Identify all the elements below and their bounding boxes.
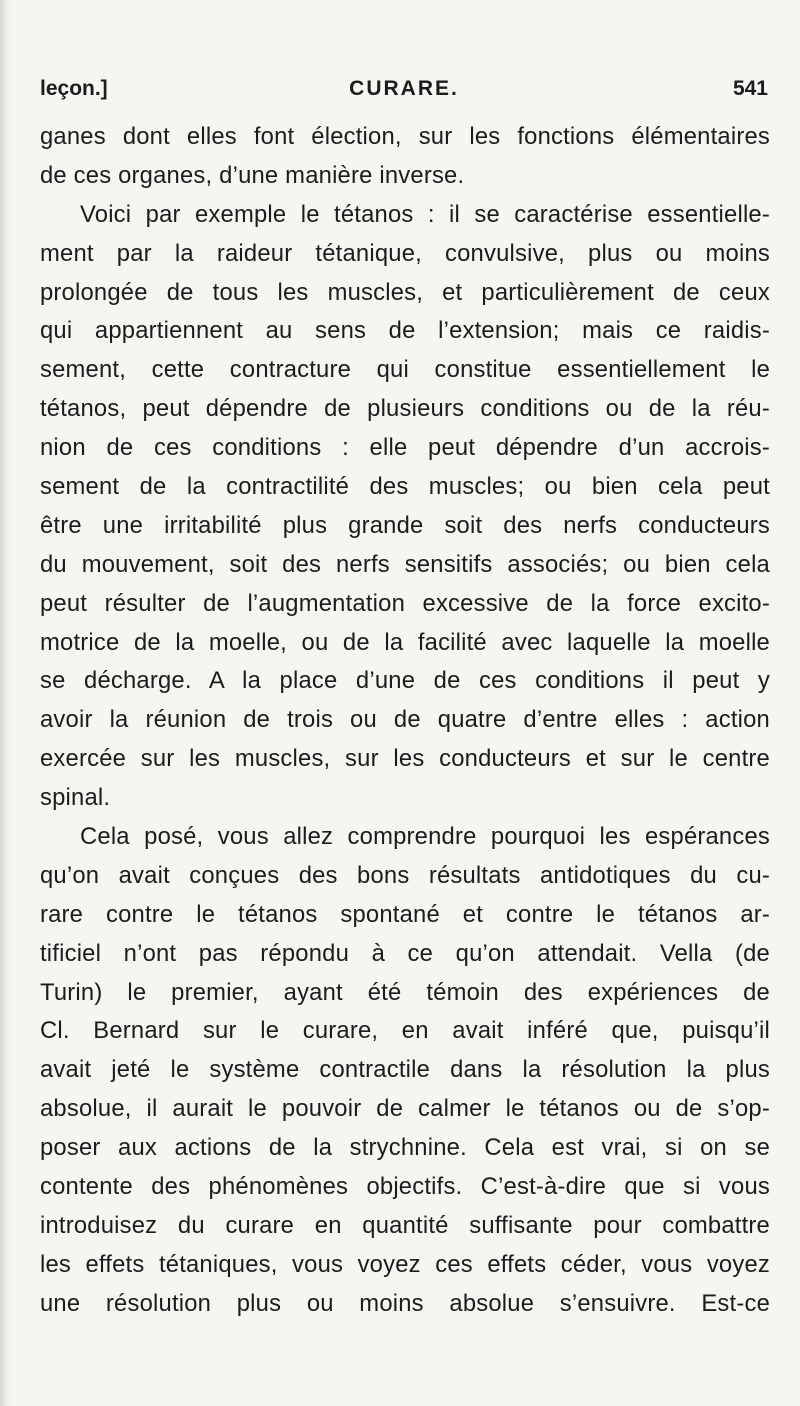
text-line: peut résulter de l’augmentation excessive de la force excito- (40, 589, 770, 617)
text-line: du mouvement, soit des nerfs sensitifs associés; ou bien cela (40, 550, 770, 578)
text-line: se décharge. A la place d’une de ces conditions il peut y (40, 667, 770, 695)
text-line: poser aux actions de la strychnine. Cela est vrai, si on se (40, 1134, 770, 1162)
text-line: Cela posé, vous allez comprendre pourquoi les espérances (80, 823, 770, 851)
text-line: être une irritabilité plus grande soit des nerfs conducteurs (40, 511, 770, 539)
text-line: de ces organes, d’une manière inverse. (40, 161, 465, 189)
text-line: qui appartiennent au sens de l’extension; mais ce raidis- (40, 317, 770, 345)
text-line: nion de ces conditions : elle peut dépendre d’un accrois- (40, 434, 770, 462)
text-line: ganes dont elles font élection, sur les fonctions élémentaires (40, 123, 770, 150)
text-line: spinal. (40, 784, 111, 812)
text-line: Voici par exemple le tétanos : il se caractérise essentielle- (80, 200, 770, 228)
text-line: motrice de la moelle, ou de la facilité avec laquelle la moelle (40, 628, 770, 656)
text-line: sement, cette contracture qui constitue essentiellement le (40, 356, 770, 384)
text-line: avait jeté le système contractile dans la résolution la plus (40, 1056, 770, 1084)
running-head (40, 74, 768, 104)
body-text (40, 118, 770, 1324)
text-line: Turin) le premier, ayant été témoin des expériences de (40, 978, 770, 1006)
running-head-lesson: leçon.] (40, 77, 108, 100)
text-line: qu’on avait conçues des bons résultats antidotiques du cu- (40, 861, 770, 889)
text-line: Cl. Bernard sur le curare, en avait inféré que, puisqu’il (40, 1017, 770, 1045)
running-head-title: CURARE. (349, 77, 459, 100)
text-line: sement de la contractilité des muscles; ou bien cela peut (40, 473, 770, 501)
page-number: 541 (732, 77, 768, 100)
text-line: tétanos, peut dépendre de plusieurs conditions ou de la réu- (40, 395, 770, 423)
text-line: ment par la raideur tétanique, convulsive, plus ou moins (40, 239, 770, 267)
text-line: avoir la réunion de trois ou de quatre d’entre elles : action (40, 706, 770, 734)
text-line: rare contre le tétanos spontané et contre le tétanos ar- (40, 900, 770, 928)
text-line: une résolution plus ou moins absolue s’ensuivre. Est-ce (40, 1289, 770, 1317)
text-line: prolongée de tous les muscles, et particulièrement de ceux (40, 278, 770, 306)
page-edge-shadow (0, 0, 10, 1406)
text-line: les effets tétaniques, vous voyez ces effets céder, vous voyez (40, 1250, 770, 1278)
text-line: introduisez du curare en quantité suffisante pour combattre (40, 1211, 770, 1239)
text-line: exercée sur les muscles, sur les conducteurs et sur le centre (40, 745, 770, 773)
text-line: tificiel n’ont pas répondu à ce qu’on attendait. Vella (de (40, 939, 770, 967)
text-line: contente des phénomènes objectifs. C’est-à-dire que si vous (40, 1173, 770, 1201)
text-line: absolue, il aurait le pouvoir de calmer le tétanos ou de s’op- (40, 1095, 770, 1123)
